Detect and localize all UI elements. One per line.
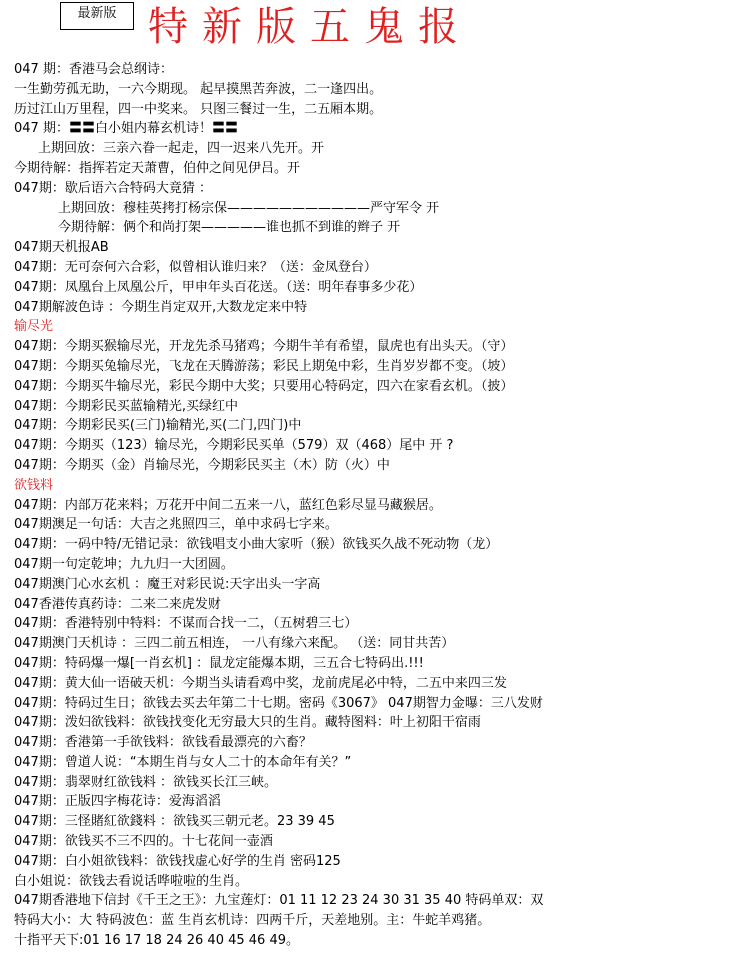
text-line: 047期解波色诗 ：今期生肖定双开,大数龙定来中特 [14, 299, 308, 315]
text-line: 047期：翡翠财红欲钱料 ：欲钱买长江三峡。 [14, 774, 277, 790]
text-line: 047期：香港特别中特料：不谋而合找一二，（五树碧三七） [14, 616, 358, 632]
text-line: 047期澳门天机诗 ：三四二前五相连， 一八有缘六来配。 （送：同甘共苦） [14, 636, 455, 652]
text-line: 今期待解：指挥若定天萧曹，伯仲之间见伊吕。开 [14, 160, 301, 176]
text-line: 047期：今期买（金）肖输尽光，今期彩民买主（木）防（火）中 [14, 457, 390, 473]
text-line: 047期：曾道人说：“本期生肖与女人二十的本命年有关？” [14, 754, 352, 770]
text-line: 047期：今期买牛输尽光，彩民今期中大奖；只要用心特码定，四六在家看玄机。（披） [14, 378, 514, 394]
text-line: 047期：无可奈何六合彩，似曾相认谁归来？（送：金凤登台） [14, 259, 377, 275]
text-line: 047期：欲钱买不三不四的。十七花间一壶酒 [14, 834, 273, 850]
text-line: 一生勤劳孤无助，一六今期现。 起早摸黑苦奔波，二一逢四出。 [14, 81, 383, 97]
text-line: 047期：凤凰台上凤凰公斤，甲申年头百花送。（送：明年春事多少花） [14, 279, 423, 295]
text-line: 047期：三怪賭紅欲錢料 ：欲钱买三朝元老。23 39 45 [14, 814, 335, 830]
text-line: 047香港传真药诗：二来二来虎发财 [14, 596, 221, 612]
text-line: 047期：香港第一手欲钱料：欲钱看最漂亮的六畜？ [14, 735, 312, 751]
text-line: 上期回放：三亲六眷一起走，四一迟来八先开。开 [38, 141, 325, 157]
text-line: 今期待解：俩个和尚打架—————谁也抓不到谁的辫子 开 [58, 220, 401, 236]
text-line: 历过江山万里程，四一中奖来。 只图三餐过一生，二五厢本期。 [14, 101, 383, 117]
text-line: 047期：今期买（123）输尽光，今期彩民买单（579）双（468）尾中 开 ? [14, 438, 454, 454]
text-line: 047期：特码过生日；欲钱去买去年第二十七期。密码《3067》 047期智力金曝：三八发财 [14, 695, 543, 711]
text-line: 十指平天下:01 16 17 18 24 26 40 45 46 49。 [14, 933, 299, 949]
text-line: 047期：内部万花来料；万花开中间二五来一八，蓝红色彩尽显马藏猴居。 [14, 497, 442, 513]
text-line: 白小姐说：欲钱去看说话哗啦啦的生肖。 [14, 873, 249, 889]
text-line: 047期澳门心水玄机 ：魔王对彩民说:天字出头一字高 [14, 576, 321, 592]
text-line: 047期香港地下信封《千王之王》：九宝莲灯：01 11 12 23 24 30 31 35 40 特码单双：双 [14, 893, 544, 909]
text-line: 047期：一码中特/无错记录：欲钱唱支小曲大家听（猴）欲钱买久战不死动物（龙） [14, 537, 499, 553]
text-line: 047期：今期彩民买蓝输精光,买绿红中 [14, 398, 238, 414]
text-line: 047期：今期买猴输尽光，开龙先杀马猪鸡；今期牛羊有希望，鼠虎也有出头天。（守） [14, 339, 514, 355]
text-line: 047期：今期彩民买(三门)输精光,买(二门,四门)中 [14, 418, 302, 434]
article-body [14, 60, 734, 951]
text-line: 特码大小：大 特码波色：蓝 生肖玄机诗：四两千斤，天差地别。主：牛蛇羊鸡猪。 [14, 913, 491, 929]
text-line: 047期：黄大仙一语破天机：今期当头请看鸡中奖，龙前虎尾必中特，二五中来四三发 [14, 675, 507, 691]
text-line: 上期回放：穆桂英拷打杨宗保———————————严守军令 开 [58, 200, 440, 216]
text-line: 047期：歇后语六合特码大竟猜 ： [14, 180, 212, 196]
text-line: 047期：特码爆一爆[一肖玄机] ：鼠龙定能爆本期，三五合七特码出.!!! [14, 655, 424, 671]
text-line: 047期：今期买兔输尽光，飞龙在天腾游荡；彩民上期兔中彩，生肖岁岁都不变。（坡） [14, 358, 514, 374]
text-line: 047期：白小姐欲钱料：欲钱找虚心好学的生肖 密码125 [14, 853, 341, 869]
version-badge: 最新版 [60, 2, 134, 30]
text-line: 047期天机报AB [14, 240, 109, 256]
text-line: 047 期：〓〓白小姐内幕玄机诗！〓〓 [14, 121, 238, 137]
section-heading: 欲钱料 [14, 477, 54, 493]
section-heading: 输尽光 [14, 319, 54, 335]
text-line: 047期一句定乾坤；九九归一大团圆。 [14, 556, 234, 572]
page-title: 特新版五鬼报 [148, 4, 472, 50]
text-line: 047期：正版四字梅花诗：爱海滔滔 [14, 794, 221, 810]
text-line: 047期澳足一句话：大吉之兆照四三，单中求码七字来。 [14, 517, 338, 533]
text-line: 047 期：香港马会总纲诗： [14, 62, 173, 77]
text-line: 047期：泼妇欲钱料：欲钱找变化无穷最大只的生肖。藏特图料：叶上初阳干宿雨 [14, 715, 481, 731]
